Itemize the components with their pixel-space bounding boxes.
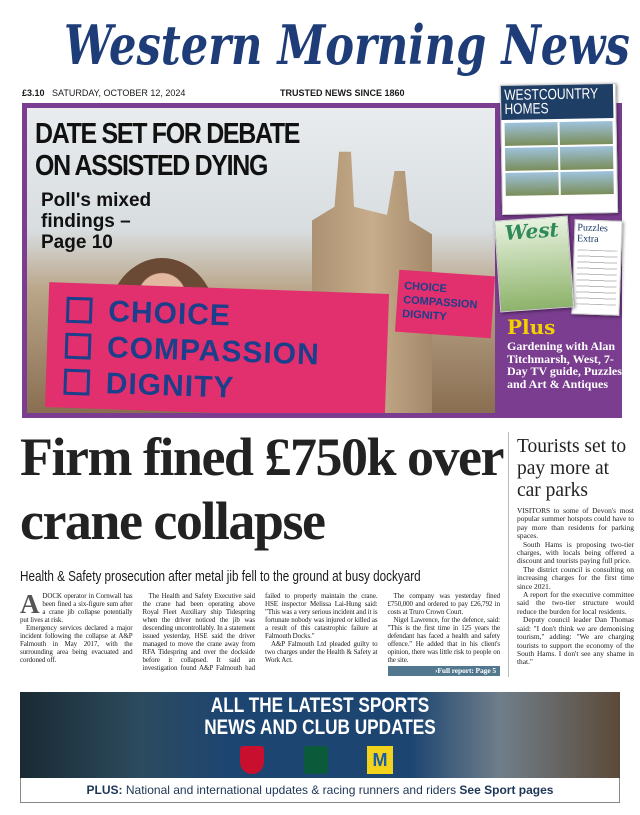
paragraph: Emergency services declared a major incident following the collapse at A&P Falmouth in May 2017, with the surrounding area being evacuated and cordoned off.	[20, 624, 133, 664]
paragraph: Nigel Lawrence, for the defence, said: "This is the first time in 125 years the defendant has faced a health and safety offence." He added that in his client's opinion, there was little risk to people on the site.	[387, 616, 500, 664]
protest-sign	[45, 282, 389, 413]
checkbox-icon	[63, 369, 90, 396]
paragraph: A report for the executive committee said the two-tier structure would reduce the burden for local residents.	[517, 590, 634, 616]
column-divider	[508, 432, 509, 677]
lead-subhead[interactable]: Poll's mixed findings – Page 10	[41, 190, 152, 253]
paragraph: A&P Falmouth Ltd pleaded guilty to two charges under the Health & Safety at Work Act.	[265, 640, 378, 664]
paragraph: The Health and Safety Executive said the crane had been operating above Royal Fleet Auxiliary ship Tidespring when the driver noticed the jib was descending uncontrollably. In a statement issued yesterday, HSE said the driver managed to move the crane away from RFA Tidespring and over the dockside before it collapsed. It said an investigation found A&P Falmouth had failed to properly maintain the crane. HSE inspector Melissa Lai-Hung said: "This was a very serious incident and it is fortunate nobody was injured or killed as a result of this catastrophic failure at Falmouth Docks."	[142, 592, 378, 672]
checkbox-icon	[65, 333, 92, 360]
exeter-city-crest-icon	[240, 746, 264, 774]
plus-text: Gardening with Alan Titchmarsh, West, 7-Day TV guide, Puzzles and Art & Antiques	[507, 339, 622, 391]
main-article-body	[20, 589, 500, 676]
masthead-logo: Western Morning News	[64, 13, 630, 77]
full-report-link[interactable]: ›Full report: Page 5	[388, 666, 501, 676]
paragraph: DOCK operator in Cornwall has been fined a six-figure sum after a crane jib collapse potentially put lives at risk.	[20, 592, 133, 624]
lead-photo	[27, 108, 495, 413]
paragraph: The company was yesterday fined £750,000 and ordered to pay £26,792 in costs at Truro Crown Court.	[387, 592, 500, 616]
info-line	[22, 88, 492, 100]
sign-word: DIGNITY	[401, 308, 448, 324]
sport-plus-strip[interactable]	[20, 778, 620, 803]
plus-label: Plus	[507, 315, 556, 339]
see-sport-pages[interactable]: See Sport pages	[459, 783, 554, 797]
issue-date: SATURDAY, OCTOBER 12, 2024	[52, 88, 186, 98]
paragraph: South Hams is proposing two-tier charges, with locals being offered a discount and tourists paying full price.	[517, 539, 634, 566]
side-story-headline[interactable]: Tourists set to pay more at car parks	[517, 436, 627, 501]
main-headline[interactable]: Firm fined £750k over crane collapse	[20, 427, 502, 551]
homes-title: WESTCOUNTRY HOMES	[501, 84, 614, 120]
plus-label: PLUS:	[86, 783, 123, 797]
homes-magazine-cover[interactable]	[500, 83, 618, 215]
drop-cap: A	[20, 589, 40, 619]
side-story-body	[517, 507, 634, 667]
paragraph: Deputy council leader Dan Thomas said: "I don't think we are demonising tourism," adding: "We are charging tourists to support the economy of the South Hams. I don't see any shame in that."	[517, 615, 634, 667]
sport-banner-headline: ALL THE LATEST SPORTS NEWS AND CLUB UPDATES	[204, 694, 436, 739]
puzzles-title: Puzzles Extra	[576, 222, 609, 246]
promo-panel[interactable]	[495, 85, 622, 413]
sign-word: COMPASSION	[402, 294, 478, 312]
price: £3.10	[22, 88, 45, 98]
crossword-grid	[576, 249, 618, 305]
tagline: TRUSTED NEWS SINCE 1860	[280, 88, 405, 98]
sign-word: CHOICE	[403, 280, 448, 296]
plus-text: National and international updates & racing runners and riders	[122, 783, 460, 797]
plymouth-argyle-crest-icon	[304, 746, 328, 774]
checkbox-icon	[66, 297, 93, 324]
sign-word: DIGNITY	[105, 367, 235, 405]
paragraph: VISITORS to some of Devon's most popular summer hotspots could have to pay more than residents for parking spaces.	[517, 506, 634, 541]
lead-headline[interactable]: DATE SET FOR DEBATE ON ASSISTED DYING	[35, 118, 300, 182]
sign-word: CHOICE	[107, 295, 232, 333]
sign-word: COMPASSION	[106, 331, 321, 372]
puzzles-cover[interactable]	[571, 219, 622, 316]
paragraph: The district council is consulting on increasing charges for the first time since 2021.	[517, 564, 634, 591]
sport-banner[interactable]	[20, 692, 620, 778]
main-subhead: Health & Safety prosecution after metal jib fell to the ground at busy dockyard	[20, 568, 421, 585]
protest-sign-small	[395, 270, 495, 339]
west-title: West	[503, 217, 560, 245]
torquay-united-crest-icon: M	[367, 746, 393, 774]
west-magazine-cover[interactable]	[494, 216, 574, 313]
